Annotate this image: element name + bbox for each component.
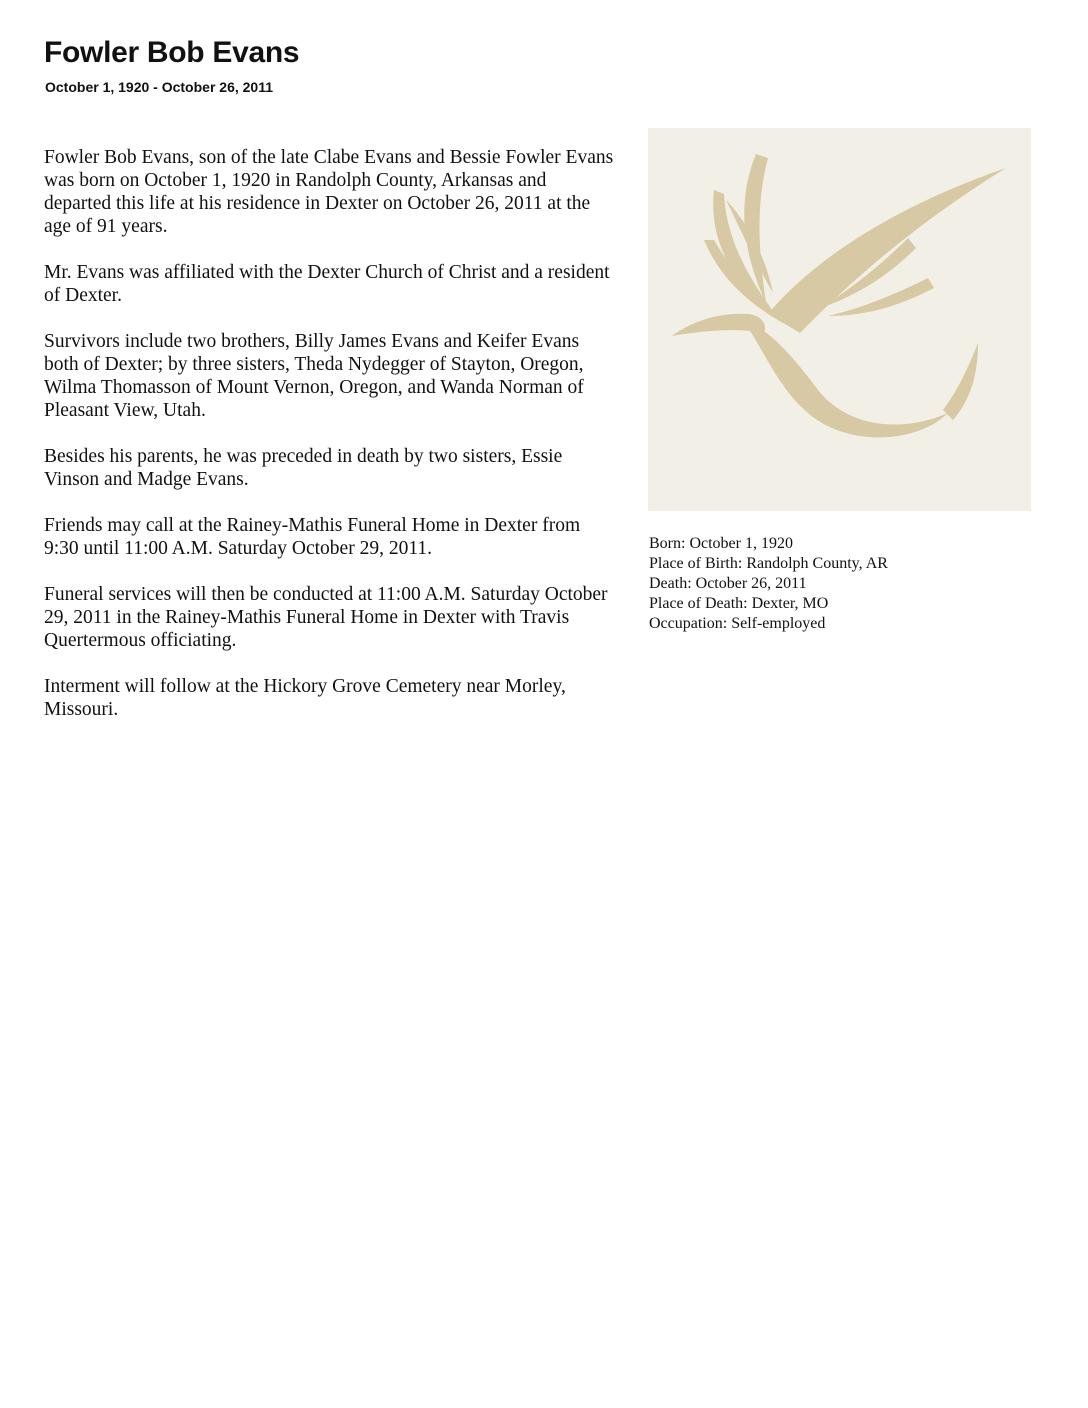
fact-place-of-birth: Place of Birth: Randolph County, AR [649, 555, 888, 572]
obituary-paragraph: Besides his parents, he was preceded in death by two sisters, Essie Vinson and Madge Evans. [44, 446, 563, 490]
dove-icon [648, 128, 1031, 511]
obituary-paragraph: Mr. Evans was affiliated with the Dexter Church of Christ and a resident of Dexter. [44, 262, 610, 306]
fact-born: Born: October 1, 1920 [649, 535, 793, 552]
memorial-image [648, 128, 1031, 511]
obituary-paragraph: Interment will follow at the Hickory Grove Cemetery near Morley, Missouri. [44, 676, 566, 720]
obituary-paragraph: Fowler Bob Evans, son of the late Clabe Evans and Bessie Fowler Evans was born on October 1, 1920 in Randolph County, Arkansas and departed this life at his residence in Dexter on October 26, 2011 at the age of 91 years. [44, 147, 614, 237]
vital-facts [649, 534, 1029, 634]
life-dates: October 1, 1920 - October 26, 2011 [45, 79, 274, 95]
obituary-paragraph: Friends may call at the Rainey-Mathis Funeral Home in Dexter from 9:30 until 11:00 A.M. Saturday October 29, 2011. [44, 515, 581, 559]
obituary-text [44, 146, 614, 744]
fact-death: Death: October 26, 2011 [649, 575, 807, 592]
obituary-paragraph: Funeral services will then be conducted at 11:00 A.M. Saturday October 29, 2011 in the Rainey-Mathis Funeral Home in Dexter with Travis Quertermous officiating. [44, 584, 608, 651]
fact-place-of-death: Place of Death: Dexter, MO [649, 595, 829, 612]
fact-occupation: Occupation: Self-employed [649, 615, 826, 632]
obituary-paragraph: Survivors include two brothers, Billy James Evans and Keifer Evans both of Dexter; by three sisters, Theda Nydegger of Stayton, Oregon, Wilma Thomasson of Mount Vernon, Oregon, and Wanda Norman of Pleasant View, Utah. [44, 331, 584, 421]
page-title: Fowler Bob Evans [44, 36, 300, 69]
